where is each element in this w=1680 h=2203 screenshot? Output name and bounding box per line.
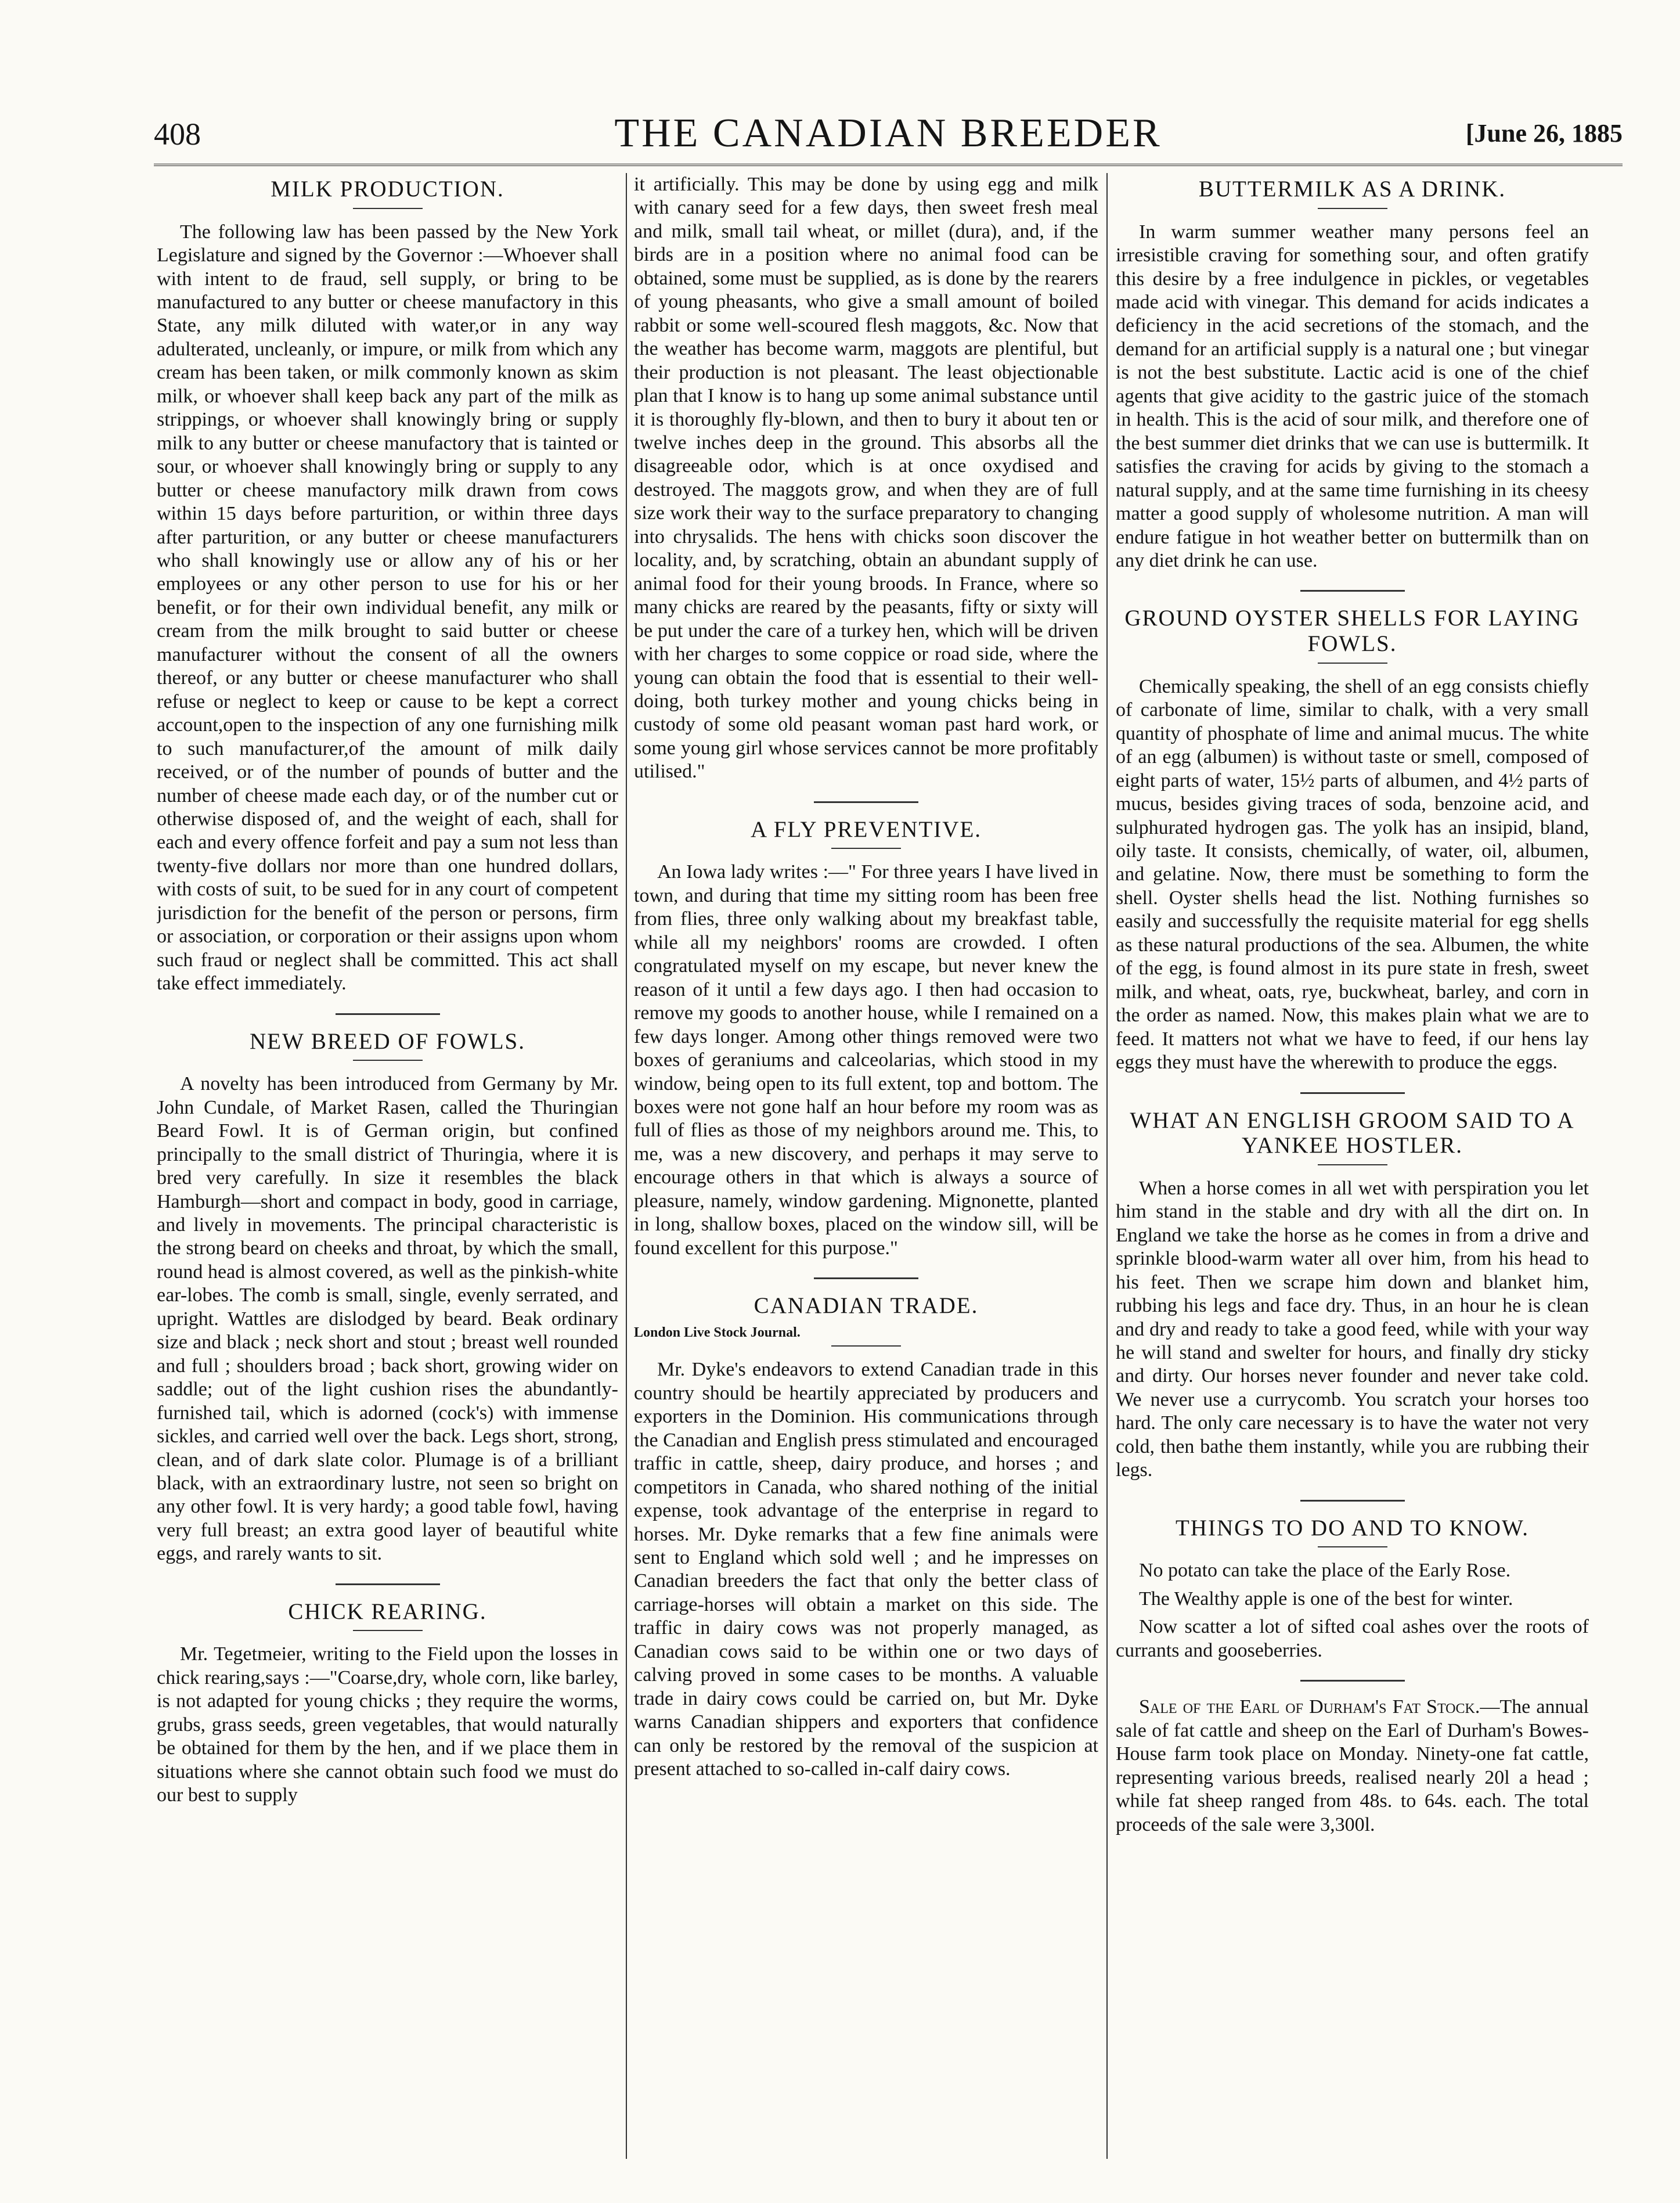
title-rule: [1318, 1546, 1387, 1547]
article-title: A FLY PREVENTIVE.: [750, 816, 982, 842]
article-title: NEW BREED OF FOWLS.: [250, 1028, 525, 1054]
section-divider: [1300, 1680, 1405, 1682]
page-number: 408: [154, 117, 201, 152]
article-body: it artificially. This may be done by using egg and milk with canary seed for a few days, then sweet fresh meal and milk, small tail wheat, or millet (dura), and, if the birds are in a position where no animal food can be obtained, some must be supplied, as is done by the rearers of young pheasants, who give a small amount of boiled rabbit or some well-scoured flesh maggots, &c. Now that the weather has become warm, maggots are plentiful, but their production is not pleasant. The least objectionable plan that I know is to hang up some animal substance until it is thoroughly fly-blown, and then to bury it about ten or twelve inches deep in the ground. This absorbs all the disagreeable odor, which is at once oxydised and destroyed. The maggots grow, and when they are of full size work their way to the surface preparatory to changing into chrysalids. The hens with chicks soon discover the locality, and, by scratching, obtain an abundant supply of animal food for their young broods. In France, where so many chicks are reared by the peasants, fifty or sixty will be put under the care of a turkey hen, which will be driven with her charges to some coppice or road side, where the young can obtain the food that is essential to their well-doing, both turkey mother and young chicks being in custody of some old peasant woman past hard work, or some young girl whose services cannot be more profitably utilised.": [634, 174, 1098, 783]
section-divider: [1300, 590, 1405, 592]
article-new-breed-of-fowls: [157, 1029, 618, 1566]
title-rule: [831, 848, 901, 849]
column-divider: [626, 173, 627, 2159]
article-english-groom: [1116, 1108, 1589, 1482]
article-body: In warm summer weather many persons feel an irresistible craving for something sour, and often gratify this desire by a free indulgence in pickles, or vegetables made acid with vinegar. This demand for acids indicates a deficiency in the acid secretions of the stomach, and the demand for an artificial supply is a natural one ; but vinegar is not the best substitute. Lactic acid is one of the chief agents that give acidity to the gastric juice of the stomach in health. This is the acid of sour milk, and therefore one of the best summer diet drinks that we can use is buttermilk. It satisfies the craving for acids by giving to the stomach a natural supply, and at the same time furnishing in its cheesy matter a good supply of wholesome nutrition. A man will endure fatigue in hot weather better on buttermilk than on any diet drink he can use.: [1116, 221, 1589, 572]
list-item: The Wealthy apple is one of the best for winter.: [1139, 1588, 1513, 1610]
title-rule: [353, 208, 423, 209]
article-title: WHAT AN ENGLISH GROOM SAID TO A YANKEE HOSTLER.: [1130, 1107, 1575, 1158]
article-body: Mr. Dyke's endeavors to extend Canadian trade in this country should be heartily appreciated by producers and exporters in the Dominion. His communications through the Canadian and English press stimulated and encouraged traffic in cattle, sheep, dairy produce, and horses ; and competitors in Canada, who shared nothing of the initial expense, took advantage of the enterprise in regard to horses. Mr. Dyke remarks that a few fine animals were sent to England which sold well ; and he impresses on Canadian breeders the fact that only the better class of carriage-horses will obtain a market on this side. The traffic in dairy cows was not properly managed, as Canadian cows said to be within one or two days of calving proved in some cases to be months. A valuable trade in dairy cows could be carried on, but Mr. Dyke warns Canadian shippers and exporters that confidence can only be restored by the removal of the suspicion at present attached to so-called in-calf dairy cows.: [634, 1359, 1098, 1780]
header-rule: [154, 164, 1623, 166]
title-rule: [1318, 663, 1387, 664]
article-body: A novelty has been introduced from Germany by Mr. John Cundale, of Market Rasen, called the Thuringian Beard Fowl. It is of German origin, but confined principally to the small district of Thuringia, where it is bred very carefully. In size it resembles the black Hamburgh—short and compact in body, good in carriage, and lively in movements. The principal characteristic is the strong beard on cheeks and throat, by which the small, round head is almost covered, as well as the pinkish-white ear-lobes. The comb is small, single, evenly serrated, and upright. Wattles are dislodged by beard. Beak ordinary size and black ; neck short and stout ; breast well rounded and full ; shoulders broad ; back short, growing wider on saddle; out of the light cushion rises the abundantly-furnished tail, which is adorned (cock's) with immense sickles, and carried well over the back. Legs short, strong, clean, and of dark slate color. Plumage is of a brilliant black, with an extraordinary lustre, not seen so bright on any other fowl. It is very hardy; a good table fowl, having very full breast; an extra good layer of beautiful white eggs, and rarely wants to sit.: [157, 1073, 618, 1565]
section-divider: [814, 801, 918, 803]
article-body: [1116, 1696, 1589, 1837]
column-2: [634, 173, 1098, 2159]
article-chick-rearing: [157, 1599, 618, 1808]
section-divider: [336, 1013, 440, 1015]
page-header: [154, 110, 1623, 163]
article-body: Mr. Tegetmeier, writing to the Field upon the losses in chick rearing,says :—"Coarse,dry, whole corn, like barley, is not adapted for young chicks ; they require the worms, grubs, grass seeds, green vegetables, that would naturally be obtained for them by the hen, and if we place them in situations where she cannot obtain such food we must do our best to supply: [157, 1643, 618, 1806]
article-fly-preventive: [634, 817, 1098, 1260]
section-divider: [336, 1583, 440, 1585]
section-divider: [1300, 1500, 1405, 1502]
masthead-title: THE CANADIAN BREEDER: [614, 111, 1162, 156]
title-rule: [353, 1060, 423, 1061]
article-title: GROUND OYSTER SHELLS FOR LAYING FOWLS.: [1124, 606, 1580, 657]
column-3: [1116, 173, 1589, 2159]
column-1: [157, 173, 618, 2159]
article-title: CHICK REARING.: [288, 1599, 487, 1624]
article-things-to-do: [1116, 1516, 1589, 1662]
article-durham-sale: [1116, 1696, 1589, 1837]
article-ground-oyster-shells: [1116, 606, 1589, 1074]
list-item: Now scatter a lot of sifted coal ashes over the roots of currants and gooseberries.: [1116, 1616, 1589, 1661]
article-source: London Live Stock Journal.: [634, 1324, 801, 1340]
article-body: Chemically speaking, the shell of an egg consists chiefly of carbonate of lime, similar to chalk, with a very small quantity of phosphate of lime and animal mucus. The white of an egg (albumen) is without taste or smell, composed of eight parts of water, 15½ parts of albumen, and 4½ parts of mucus, besides giving traces of soda, benzoine acid, and sulphurated hydrogen gas. The yolk has an insipid, bland, oily taste. It consists, chemically, of water, oil, albumen, and gelatine. Now, there must be something to form the shell. Oyster shells head the list. Nothing furnishes so easily and successfully the requisite material for egg shells as these natural productions of the sea. Albumen, the white of the egg, is found almost in its pure state in fresh, sweet milk, and wheat, oats, rye, buckwheat, barley, and corn in the order as named. Now, this makes plain what we are to feed. It matters not what we have to feed, if our hens lay eggs they must have the wherewith to produce the eggs.: [1116, 675, 1589, 1074]
article-title: MILK PRODUCTION.: [271, 177, 504, 201]
article-title: BUTTERMILK AS A DRINK.: [1198, 177, 1506, 201]
title-rule: [1318, 208, 1387, 209]
section-divider: [814, 1277, 918, 1279]
title-rule: [353, 1630, 423, 1631]
article-run-in-heading: Sale of the Earl of Durham's Fat Stock.: [1139, 1696, 1480, 1718]
title-rule: [831, 1345, 901, 1347]
article-body: An Iowa lady writes :—" For three years I have lived in town, and during that time my sitting room has been free from flies, three only walking about my breakfast table, while all my neighbors' rooms are crowded. I often congratulated myself on my escape, but never knew the reason of it until a few days ago. I then had occasion to remove my goods to another house, while I remained on a few days longer. Among other things removed were two boxes of geraniums and calceolarias, which stood in my window, being open to its full extent, top and bottom. The boxes were not gone half an hour before my room was as full of flies as those of my neighbors around me. This, to me, was a new discovery, and perhaps it may serve to encourage others in that which is always a source of pleasure, namely, window gardening. Mignonette, planted in long, shallow boxes, placed on the window sill, will be found excellent for this purpose.": [634, 861, 1098, 1259]
column-divider: [1106, 173, 1108, 2159]
article-body: The following law has been passed by the New York Legislature and signed by the Governor :—Whoever shall with intent to de fraud, sell supply, or bring to be manufactured to any butter or cheese manufactory in this State, any milk diluted with water,or in any way adulterated, uncleanly, or impure, or milk from which any cream has been taken, or milk commonly known as skim milk, or whoever shall keep back any part of the milk as strippings, or whoever shall knowingly bring or supply milk to any butter or cheese manufactory that is tainted or sour, or whoever shall knowingly bring or supply to any butter or cheese manufactory milk drawn from cows within 15 days before parturition, or within three days after parturition, or any butter or cheese manufacturers who shall knowingly use or allow any of his or her employees or any other person to use for his or her benefit, or for their own individual benefit, any milk or cream from the milk brought to said butter or cheese manufacturer without the consent of all the owners thereof, or any butter or cheese manufacturer who shall refuse or neglect to keep or cause to be kept a correct account,open to the inspection of any one furnishing milk to such manufacturer,of the amount of milk daily received, or of the number of pounds of butter and the number of cheese made each day, or of the number cut or otherwise disposed of, and the weight of each, shall for each and every offence forfeit and pay a sum not less than twenty-five dollars nor more than one hundred dollars, with costs of suit, to be sued for in any court of competent jurisdiction for the benefit of the person or persons, firm or association, or corporation or their assigns upon whom such fraud or neglect shall be committed. This act shall take effect immediately.: [157, 221, 618, 995]
article-body-text: —The annual sale of fat cattle and sheep on the Earl of Durham's Bowes-House farm took place on Monday. Ninety-one fat cattle, representing various breeds, realised nearly 20l a head ; while fat sheep ranged from 48s. to 64s. each. The total proceeds of the sale were 3,300l.: [1116, 1696, 1589, 1835]
article-chick-rearing-continued: [634, 173, 1098, 784]
section-divider: [1300, 1092, 1405, 1094]
article-title: CANADIAN TRADE.: [754, 1293, 979, 1319]
title-rule: [1318, 1164, 1387, 1165]
article-canadian-trade: [634, 1293, 1098, 1781]
list-item: No potato can take the place of the Early Rose.: [1139, 1560, 1511, 1582]
issue-date: [June 26, 1885: [1465, 119, 1623, 147]
article-title: THINGS TO DO AND TO KNOW.: [1175, 1515, 1530, 1540]
article-milk-production: [157, 177, 618, 996]
article-body: When a horse comes in all wet with perspiration you let him stand in the stable and dry with all the dirt on. In England we take the horse as he comes in from a drive and sprinkle blood-warm water all over him, from his head to his feet. Then we scrape him down and blanket him, rubbing his legs and face dry. Thus, in an hour he is clean and dry and ready to take a good feed, while with your way he will stand and swelter for hours, and finally dry sticky and dirty. Our horses never founder and never take cold. We never use a currycomb. You scratch your horses too hard. The only care necessary is to have the water not very cold, then bathe them instantly, while you are rubbing their legs.: [1116, 1177, 1589, 1481]
article-buttermilk: [1116, 177, 1589, 573]
